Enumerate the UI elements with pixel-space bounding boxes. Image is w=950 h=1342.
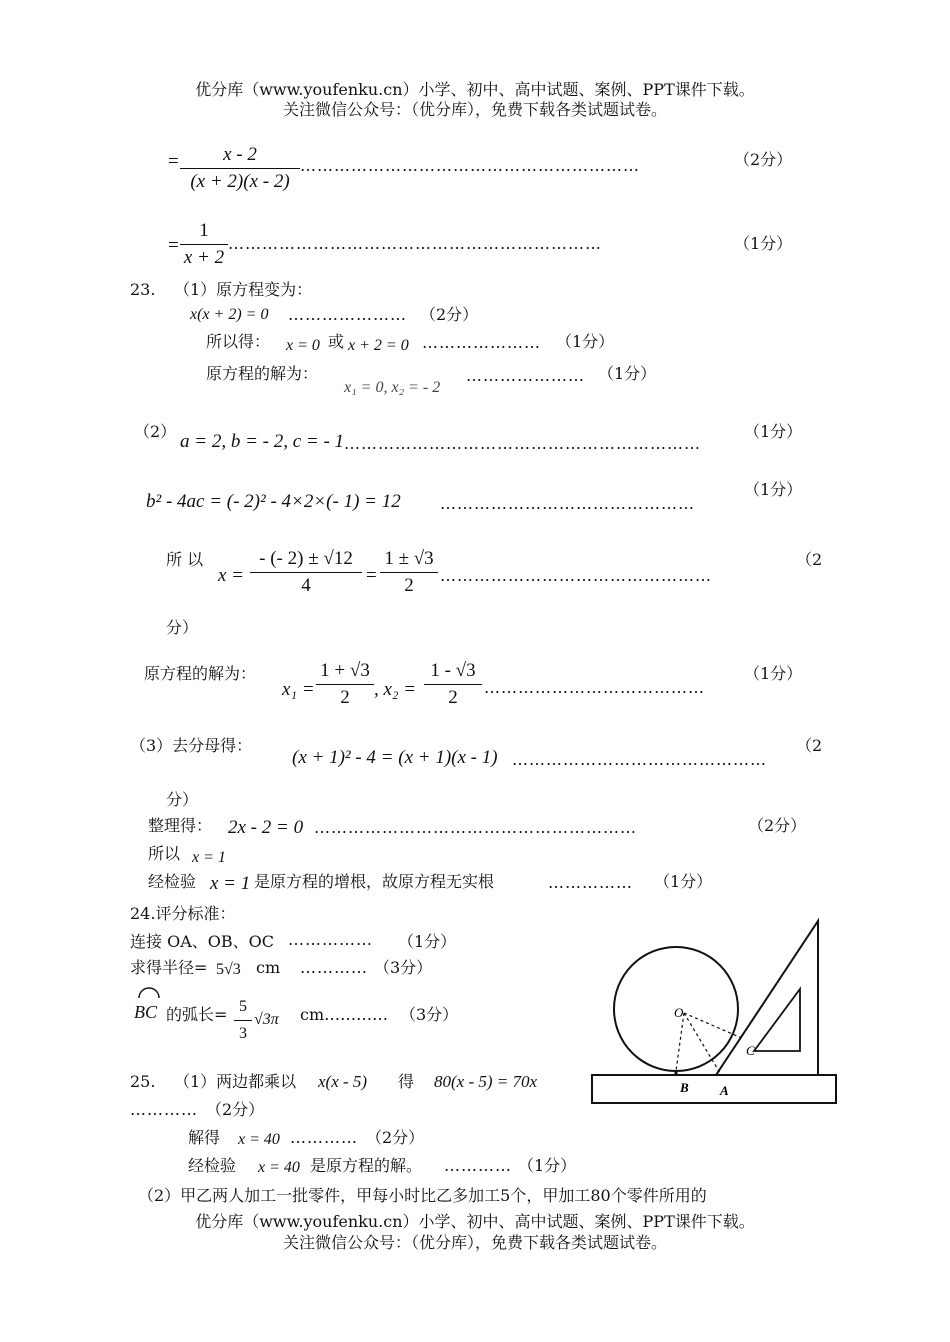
fraction-bar [250,572,362,573]
q23-p1-so: 所以得： [206,332,271,351]
fraction-bar [380,572,438,573]
q22-eq2-dots: ………………………………………………………… [228,234,602,253]
header-line-1: 优分库（www.youfenku.cn）小学、初中、高中试题、案例、PPT课件下载。 [195,80,755,99]
q23-p3-arrange-score: （2分） [748,816,807,835]
outer-triangle [716,921,818,1075]
q24-line2-dots: ………… [300,958,368,977]
q25-p1-check: 经检验 [188,1156,237,1175]
q24-arc-fraction [234,996,252,1045]
q23-p3-so: 所以 [148,844,181,863]
q22-eq1-prefix: = [168,151,179,172]
fraction-bar [316,684,374,685]
label-O: O [674,1005,684,1020]
q24-line3-text: 的弧长= [166,1005,228,1024]
q23-p2-frac1-numerator: - (- 2) ± √12 [259,548,353,569]
point-B [674,1071,677,1074]
q23-p2-frac2-denominator: 2 [404,575,414,596]
q24-arc-label: BC [134,1002,158,1022]
q25-p1-check-eq: x = 40 [258,1159,300,1176]
q24-line1-score: （1分） [398,932,457,951]
q24-line2-unit: cm [256,958,281,977]
q25-p1-solve-score: （2分） [366,1128,425,1147]
q25-p1-score: （2分） [206,1100,265,1119]
q24-line2-value: 5√3 [216,961,241,978]
q25-p1-text: （1）两边都乘以 [174,1072,297,1091]
q22-eq1-denominator: (x + 2)(x - 2) [190,171,290,192]
q24-arc-score: （3分） [400,1005,459,1024]
q23-p2-so: 所 以 [166,550,204,569]
q23-p2-sol-x2: , x₂ = [374,679,417,700]
q24-arc-value: √3π [254,1011,279,1028]
q23-p1-so-dots: ………………… [422,333,541,352]
q22-eq2-numerator: 1 [199,220,209,241]
q25-p1-multiplier: x(x - 5) [318,1072,368,1091]
q24-arc-frac-numerator: 5 [239,998,247,1015]
q22-eq1-fraction [180,144,300,193]
q23-p2-sol-f1-numerator: 1 + √3 [320,660,370,681]
q25-p1-solve: 解得 [188,1128,221,1147]
ruler-base [592,1075,836,1103]
q23-p1-dots: ………………… [288,305,407,324]
q23-p2-sol-fraction-1 [316,660,374,709]
q23-p2-so-score-end: 分） [166,618,199,637]
q23-p3-label: （3）去分母得： [130,736,253,755]
q23-p2-eqsign: = [366,565,377,586]
q23-p2-discriminant: b² - 4ac = (- 2)² - 4×2×(- 1) = 12 [146,491,401,512]
q23-p1-solution-label: 原方程的解为： [206,364,319,383]
q24-line1-dots: …………… [288,930,373,949]
q25-p1-check-score: （1分） [518,1156,577,1175]
q25-p1-eq: 80(x - 5) = 70x [434,1072,538,1091]
q22-eq2-denominator: x + 2 [183,247,225,268]
q23-p3-arrange-label: 整理得： [148,816,213,835]
q23-p2-sol-fraction-2 [424,660,482,709]
label-B: B [680,1080,689,1095]
q23-p2-dots: ……………………………………………………… [344,434,701,453]
q23-p3-eq: (x + 1)² - 4 = (x + 1)(x - 1) [292,747,498,768]
q23-p2-disc-score: （1分） [744,480,803,499]
q23-p2-sol-score: （1分） [744,664,803,683]
q23-p3-score-end: 分） [166,790,199,809]
q25-p1-get: 得 [398,1072,415,1091]
q23-p3-arrange-dots: ………………………………………………… [314,818,637,837]
q23-p2-solution-label: 原方程的解为： [144,664,257,683]
fraction-bar [234,1020,252,1021]
q23-p1-solution-dots: ………………… [466,366,585,385]
q23-p2-label: （2） [134,422,177,441]
label-C: C [746,1043,755,1058]
q23-p2-sol-f2-numerator: 1 - √3 [430,660,476,681]
q23-p3-check-dots: …………… [548,873,633,892]
q23-p3-check-score: （1分） [654,872,713,891]
q23-p2-sol-dots: ………………………………… [484,678,705,697]
q23-p2-so-score: （2 [796,550,823,569]
q23-p2-x: x = [218,565,245,586]
q25-p1-solve-eq: x = 40 [238,1131,280,1148]
footer-line-1: 优分库（www.youfenku.cn）小学、初中、高中试题、案例、PPT课件下载。 [195,1212,755,1231]
q23-p1-so-score: （1分） [556,332,615,351]
header-line-2: 关注微信公众号：（优分库），免费下载各类试题试卷。 [282,100,667,119]
q25-p1-solve-dots: ………… [290,1128,358,1147]
q24-line2: 求得半径= [130,958,208,977]
q25-p2-text: （2）甲乙两人加工一批零件，甲每小时比乙多加工5个，甲加工80个零件所用的 [138,1186,707,1205]
q24-arc-unit: cm………… [300,1005,389,1024]
q23-p2-fraction-1 [250,548,362,597]
q23-p3-check-text: 是原方程的增根，故原方程无实根 [254,872,495,891]
q23-p1-so-or: 或 [328,332,345,351]
q22-eq2-prefix: = [168,235,179,256]
q23-p1-solution-score: （1分） [598,364,657,383]
circle-triangle-figure [588,915,840,1107]
fraction-bar [180,244,228,245]
q25-number: 25. [130,1072,156,1091]
segment-OA [684,1013,720,1073]
label-A: A [720,1083,729,1098]
fraction-bar [424,684,482,685]
q22-eq1-dots: …………………………………………………… [300,156,640,175]
q22-eq1-score: （2分） [734,150,793,169]
q22-eq2-fraction [180,220,228,269]
q23-p1-solution-eq: x₁ = 0, x₂ = - 2 [344,379,441,396]
q24-line2-score: （3分） [374,958,433,977]
q23-p2-frac2-numerator: 1 ± √3 [384,548,434,569]
inner-triangle [754,989,800,1051]
q23-p3-arrange-eq: 2x - 2 = 0 [228,817,304,838]
q23-p3-so-eq: x = 1 [192,849,226,866]
q23-p2-sol-f2-denominator: 2 [448,687,458,708]
q23-p2-disc-dots: ……………………………………… [440,494,695,513]
q22-eq1-numerator: x - 2 [223,144,257,165]
q23-p2-frac1-denominator: 4 [301,575,311,596]
q23-p2-fraction-2 [380,548,438,597]
q23-p1-eq: x(x + 2) = 0 [190,306,269,323]
q23-p2-so-dots: ………………………………………… [440,566,712,585]
q23-p1-score: （2分） [420,305,479,324]
q24-arc-frac-denominator: 3 [239,1025,247,1042]
q23-p1-title: （1）原方程变为： [174,280,313,299]
q23-p1-so-eq1: x = 0 [286,337,320,354]
q23-p2-sol-f1-denominator: 2 [340,687,350,708]
q23-p3-check: 经检验 [148,872,197,891]
q25-p1-dots: ………… [130,1100,198,1119]
q25-p1-check-text: 是原方程的解。 [310,1156,423,1175]
q23-p3-dots: ……………………………………… [512,750,767,769]
fraction-bar [180,168,300,169]
footer-line-2: 关注微信公众号：（优分库），免费下载各类试题试卷。 [282,1233,667,1252]
q24-line1: 连接 OA、OB、OC [130,932,274,951]
q24-number: 24.评分标准： [130,904,236,923]
q23-p3-check-eq: x = 1 [210,873,251,894]
q22-eq2-score: （1分） [734,234,793,253]
q25-p1-check-dots: ………… [444,1156,512,1175]
q23-p2-eq: a = 2, b = - 2, c = - 1 [180,431,345,452]
arc-symbol-icon [136,985,162,999]
segment-OB [676,1013,684,1071]
q23-p2-score: （1分） [744,422,803,441]
q23-p1-so-eq2: x + 2 = 0 [348,337,409,354]
q23-p3-score: （2 [796,736,823,755]
q23-number: 23. [130,280,156,299]
q23-p2-sol-x1: x₁ = [282,679,315,700]
